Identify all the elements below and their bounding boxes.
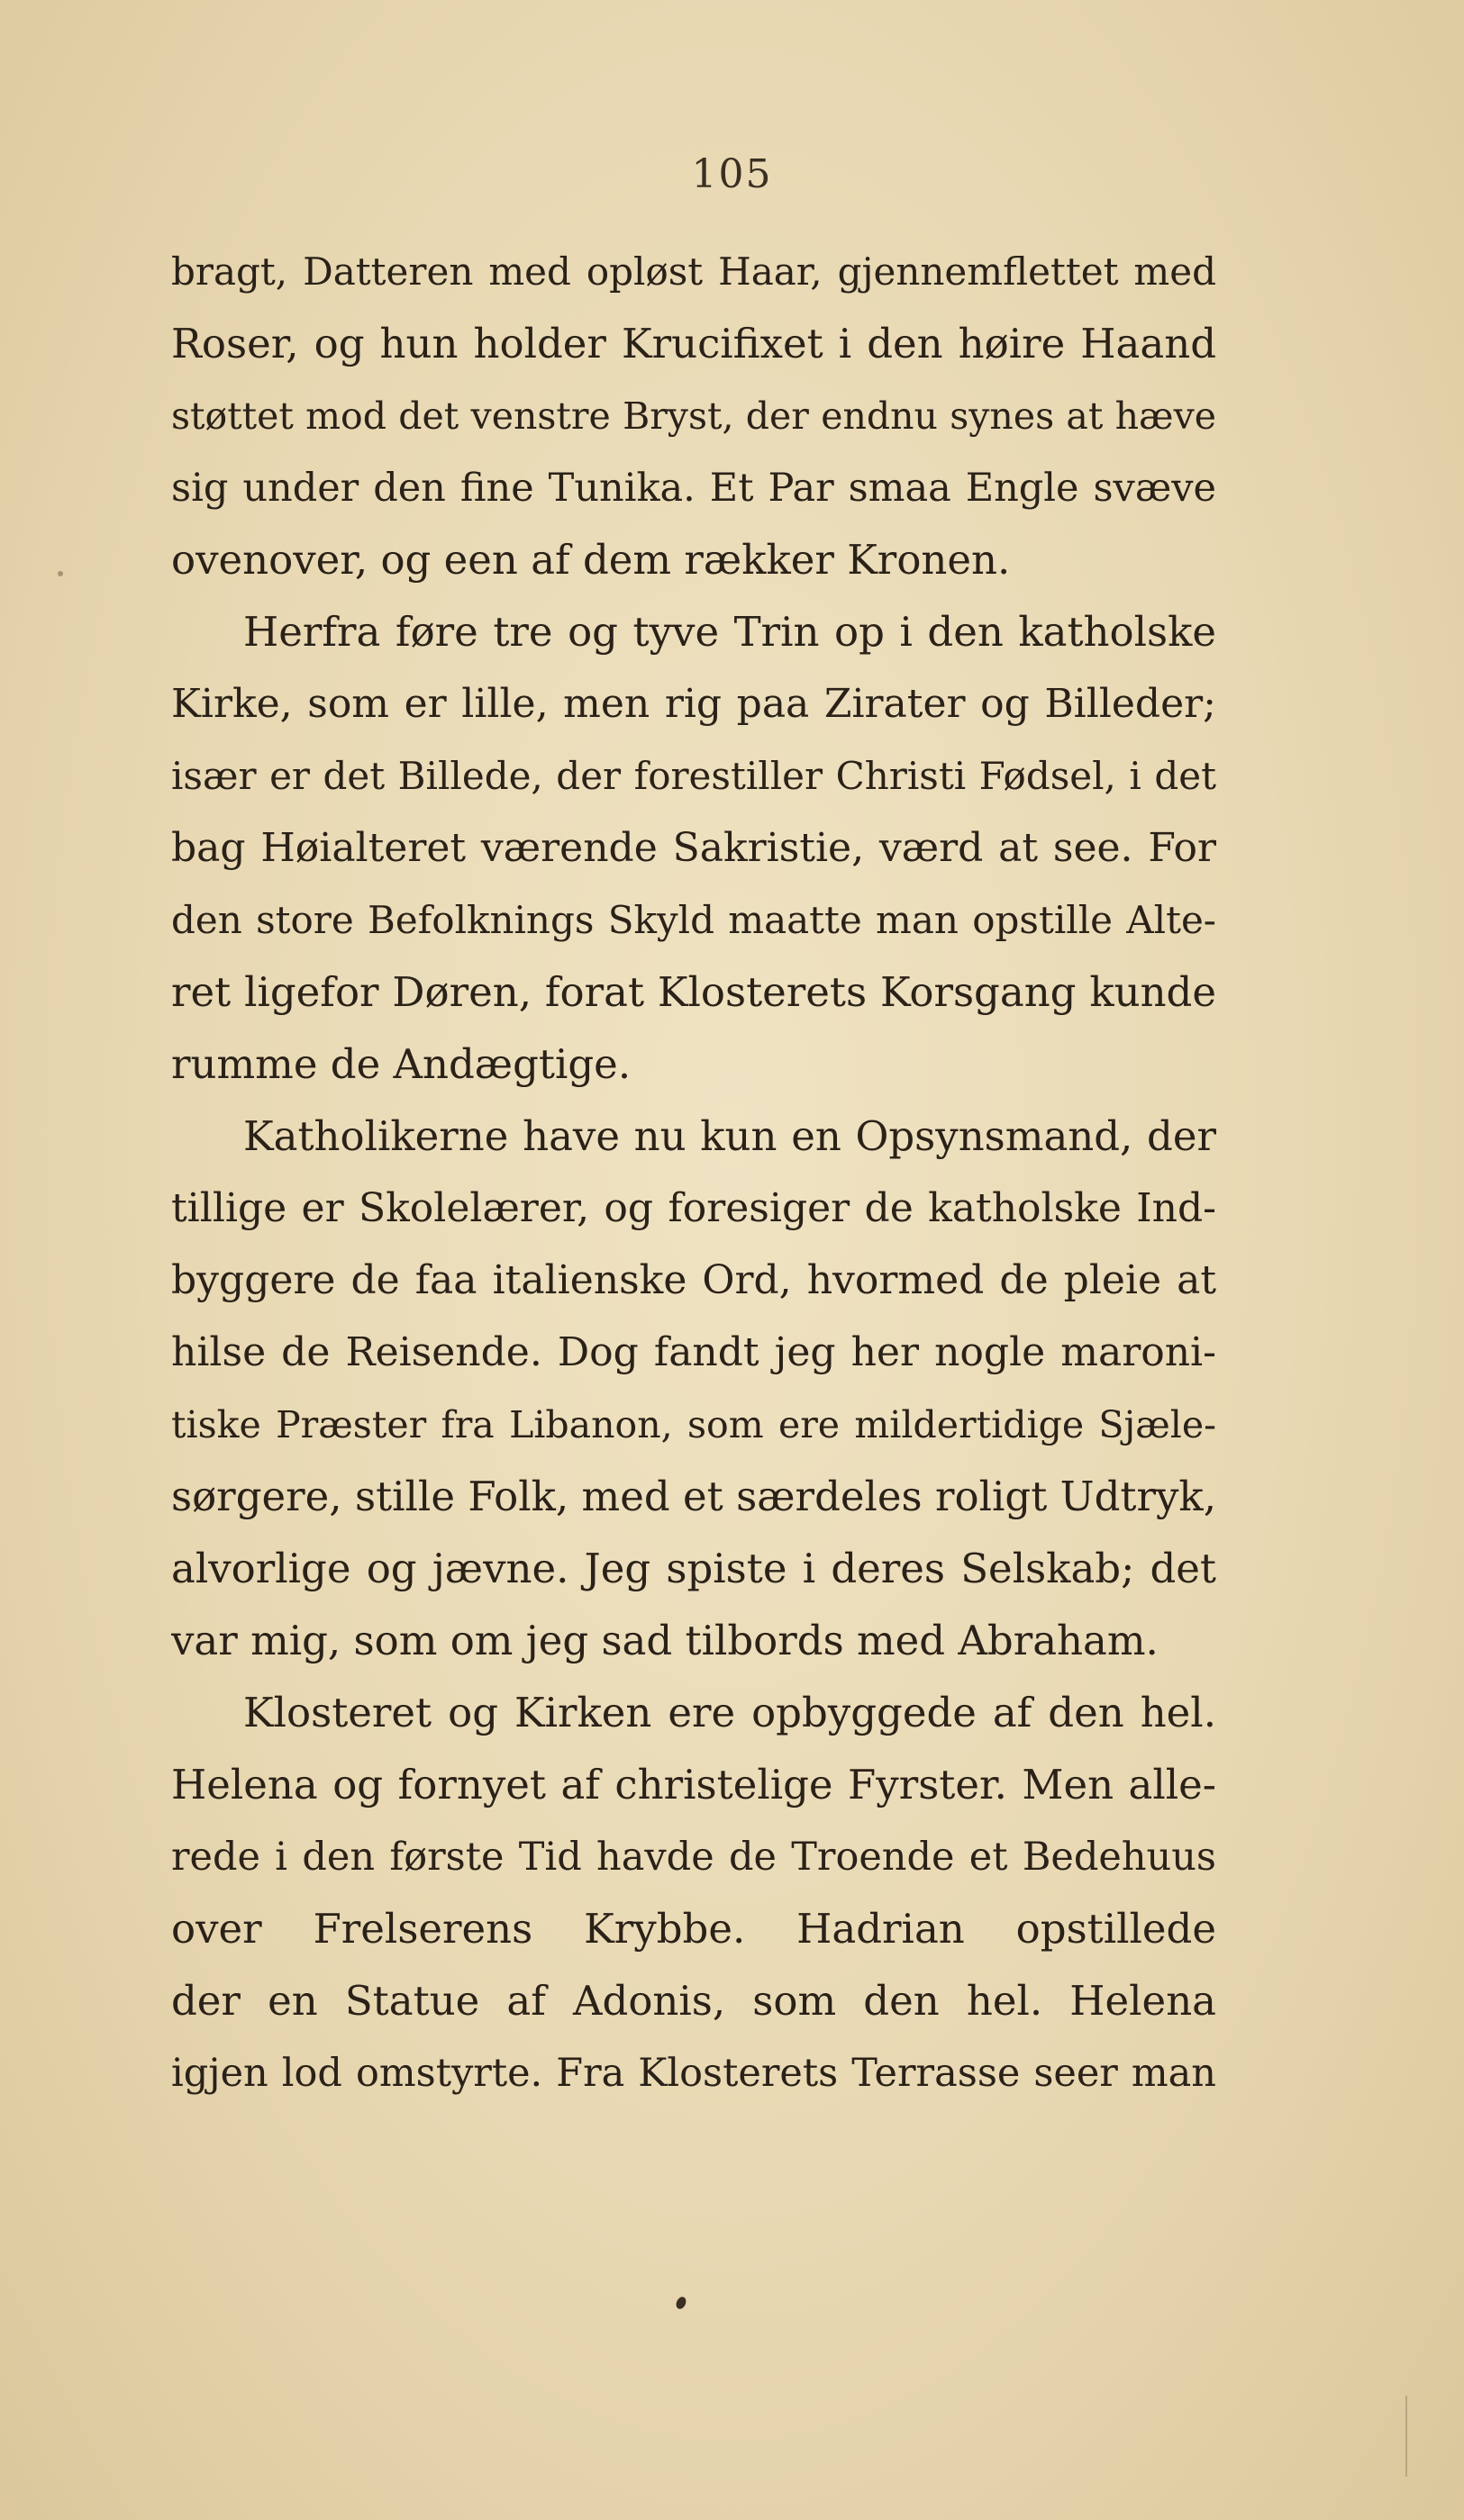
body-text	[171, 236, 1216, 2109]
text-line: den store Befolknings Skyld maatte man opstille Alte-	[171, 898, 1216, 942]
text-line: tiske Præster fra Libanon, som ere mildertidige Sjæle-	[171, 1403, 1216, 1446]
text-line: igjen lod omstyrte. Fra Klosterets Terrasse seer man	[171, 2051, 1216, 2096]
text-line: byggere de faa italienske Ord, hvormed de pleie at	[171, 1257, 1216, 1303]
text-line: bragt, Datteren med opløst Haar, gjennemflettet med	[171, 249, 1216, 294]
text-line: Kirke, som er lille, men rig paa Zirater og Billeder;	[171, 681, 1216, 727]
text-line: sig under den fine Tunika. Et Par smaa Engle svæve	[171, 466, 1216, 511]
paragraph-start-line: Katholikerne have nu kun en Opsynsmand, der	[243, 1112, 1216, 1160]
text-line: støttet mod det venstre Bryst, der endnu synes at hæve	[171, 394, 1216, 438]
text-line: der en Statue af Adonis, som den hel. Helena	[171, 1977, 1216, 2025]
text-line: alvorlige og jævne. Jeg spiste i deres Selskab; det	[171, 1545, 1216, 1592]
text-line: rede i den første Tid havde de Troende et Bedehuus	[171, 1835, 1216, 1880]
text-line: ovenover, og een af dem rækker Kronen.	[171, 536, 1011, 584]
text-line: Roser, og hun holder Krucifixet i den høire Haand	[171, 320, 1216, 367]
paragraph-start-line: Klosteret og Kirken ere opbyggede af den hel.	[243, 1689, 1216, 1736]
text-line: ret ligefor Døren, forat Klosterets Korsgang kunde	[171, 968, 1216, 1016]
text-line: var mig, som om jeg sad tilbords med Abraham.	[171, 1617, 1159, 1664]
text-line: hilse de Reisende. Dog fandt jeg her nogle maroni-	[171, 1329, 1216, 1375]
paper-edge-mark	[1405, 2396, 1407, 2477]
text-line: bag Høialteret værende Sakristie, værd at see. For	[171, 825, 1216, 871]
text-line: over Frelserens Krybbe. Hadrian opstillede	[171, 1905, 1216, 1953]
text-line: sørgere, stille Folk, med et særdeles roligt Udtryk,	[171, 1473, 1216, 1520]
paragraph-start-line: Herfra føre tre og tyve Trin op i den katholske	[243, 608, 1216, 656]
text-line: rumme de Andægtige.	[171, 1040, 632, 1088]
text-line: især er det Billede, der forestiller Christi Fødsel, i det	[171, 754, 1216, 798]
page-number: 105	[691, 151, 773, 197]
margin-spot	[58, 571, 63, 576]
text-line: Helena og fornyet af christelige Fyrster. Men alle-	[171, 1761, 1216, 1808]
text-line: tillige er Skolelærer, og foresiger de katholske Ind-	[171, 1185, 1216, 1231]
ink-blot	[675, 2296, 688, 2311]
